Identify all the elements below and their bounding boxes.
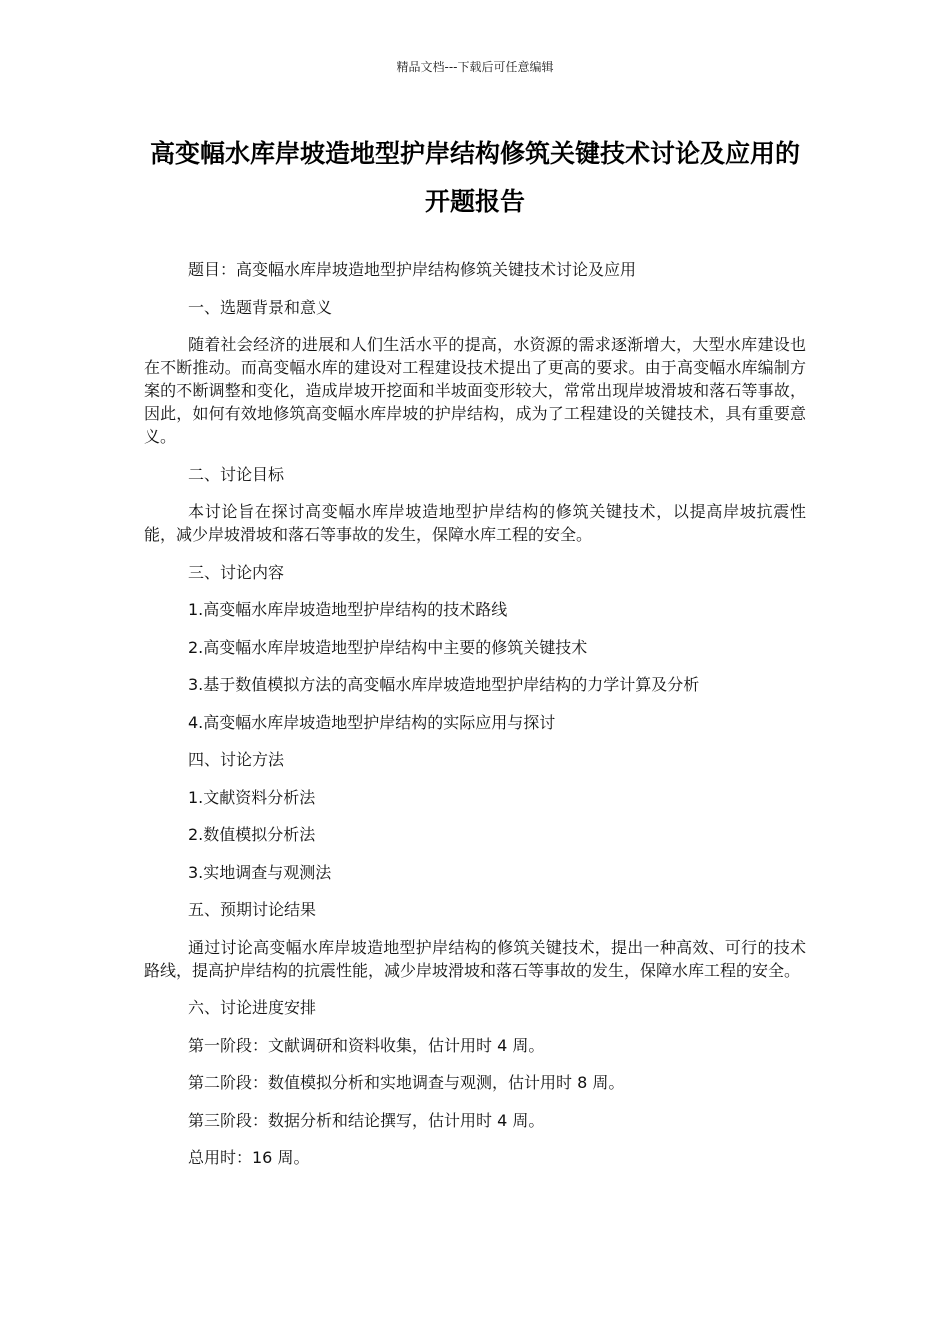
list-item: 4.高变幅水库岸坡造地型护岸结构的实际应用与探讨 xyxy=(188,712,556,732)
section-heading: 五、预期讨论结果 xyxy=(188,900,317,919)
paragraph: 本讨论旨在探讨高变幅水库岸坡造地型护岸结构的修筑关键技术，以提高岸坡抗震性能，减少岸坡滑坡和落石等事故的发生，保障水库工程的安全。 xyxy=(144,502,806,544)
schedule-total: 总用时：16 周。 xyxy=(188,1148,310,1167)
section-heading: 二、讨论目标 xyxy=(188,464,285,484)
schedule-item: 第二阶段：数值模拟分析和实地调查与观测，估计用时 8 周。 xyxy=(188,1073,625,1092)
section-heading: 一、选题背景和意义 xyxy=(188,297,333,317)
section-heading: 四、讨论方法 xyxy=(188,750,285,769)
section-heading: 六、讨论进度安排 xyxy=(188,998,317,1017)
list-item: 3.基于数值模拟方法的高变幅水库岸坡造地型护岸结构的力学计算及分析 xyxy=(188,675,700,694)
list-item: 3.实地调查与观测法 xyxy=(188,862,332,882)
schedule-item: 第一阶段：文献调研和资料收集，估计用时 4 周。 xyxy=(188,1035,545,1055)
schedule-item: 第三阶段：数据分析和结论撰写，估计用时 4 周。 xyxy=(188,1110,545,1130)
list-item: 2.数值模拟分析法 xyxy=(188,825,316,844)
list-item: 1.文献资料分析法 xyxy=(188,787,316,807)
page-header: 精品文档---下载后可任意编辑 xyxy=(396,60,554,74)
section-heading: 三、讨论内容 xyxy=(188,562,285,582)
document-title: 高变幅水库岸坡造地型护岸结构修筑关键技术讨论及应用的开题报告 xyxy=(149,139,800,216)
list-item: 2.高变幅水库岸坡造地型护岸结构中主要的修筑关键技术 xyxy=(188,637,588,657)
list-item: 1.高变幅水库岸坡造地型护岸结构的技术路线 xyxy=(188,600,508,619)
subject-line: 题目：高变幅水库岸坡造地型护岸结构修筑关键技术讨论及应用 xyxy=(188,260,637,279)
paragraph: 通过讨论高变幅水库岸坡造地型护岸结构的修筑关键技术，提出一种高效、可行的技术路线，提高护岸结构的抗震性能，减少岸坡滑坡和落石等事故的发生，保障水库工程的安全。 xyxy=(144,937,806,980)
paragraph: 随着社会经济的进展和人们生活水平的提高，水资源的需求逐渐增大，大型水库建设也在不断推动。而高变幅水库的建设对工程建设技术提出了更高的要求。由于高变幅水库编制方案的不断调整和变化，造成岸坡开挖面和半坡面变形较大，常常出现岸坡滑坡和落石等事故，因此，如何有效地修筑高变幅水库岸坡的护岸结构，成为了工程建设的关键技术，具有重要意义。 xyxy=(144,335,806,446)
document-body xyxy=(144,258,806,1184)
